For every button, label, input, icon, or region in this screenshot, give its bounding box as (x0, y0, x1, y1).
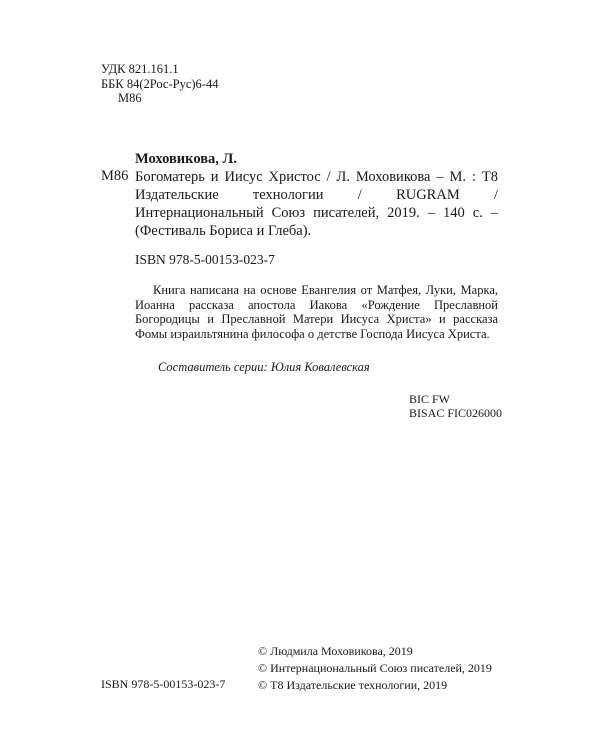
isbn-bottom: ISBN 978-5-00153-023-7 (101, 677, 226, 691)
annotation: Книга написана на основе Евангелия от Матфея, Луки, Марка, Иоанна рассказа апостола Иакова «Рождение Преславной Богородицы и Преславной Матери Иисуса Христа» и рассказа Фомы израильтянина философа о детстве Господа Иисуса Христа. (135, 283, 498, 341)
author-mark: М86 (118, 91, 142, 105)
isbn-main: ISBN 978-5-00153-023-7 (135, 252, 275, 267)
copyright-line: © Людмила Моховикова, 2019 (258, 644, 413, 658)
copyright-line: © Интернациональный Союз писателей, 2019 (258, 661, 492, 675)
series-compiler: Составитель серии: Юлия Ковалевская (158, 360, 370, 374)
bisac-code: BISAC FIC026000 (409, 406, 503, 420)
subject-codes (409, 392, 502, 420)
bbk-code: ББК 84(2Рос-Рус)6-44 (101, 76, 219, 91)
copyright-block (258, 643, 492, 694)
bibliographic-record (135, 150, 498, 240)
biblio-description: Богоматерь и Иисус Христос / Л. Моховикова – М. : Т8 Издательские технологии / RUGRAM / Интернациональный Союз писателей, 2019. – 140 с. – (Фестиваль Бориса и Глеба). (135, 169, 498, 239)
biblio-author: Моховикова, Л. (135, 151, 237, 167)
biblio-side-mark: М86 (101, 168, 129, 184)
udk-code: УДК 821.161.1 (101, 62, 179, 76)
copyright-line: © Т8 Издательские технологии, 2019 (258, 678, 448, 692)
bic-code: BIC FW (409, 392, 451, 406)
classification-block (101, 62, 218, 106)
